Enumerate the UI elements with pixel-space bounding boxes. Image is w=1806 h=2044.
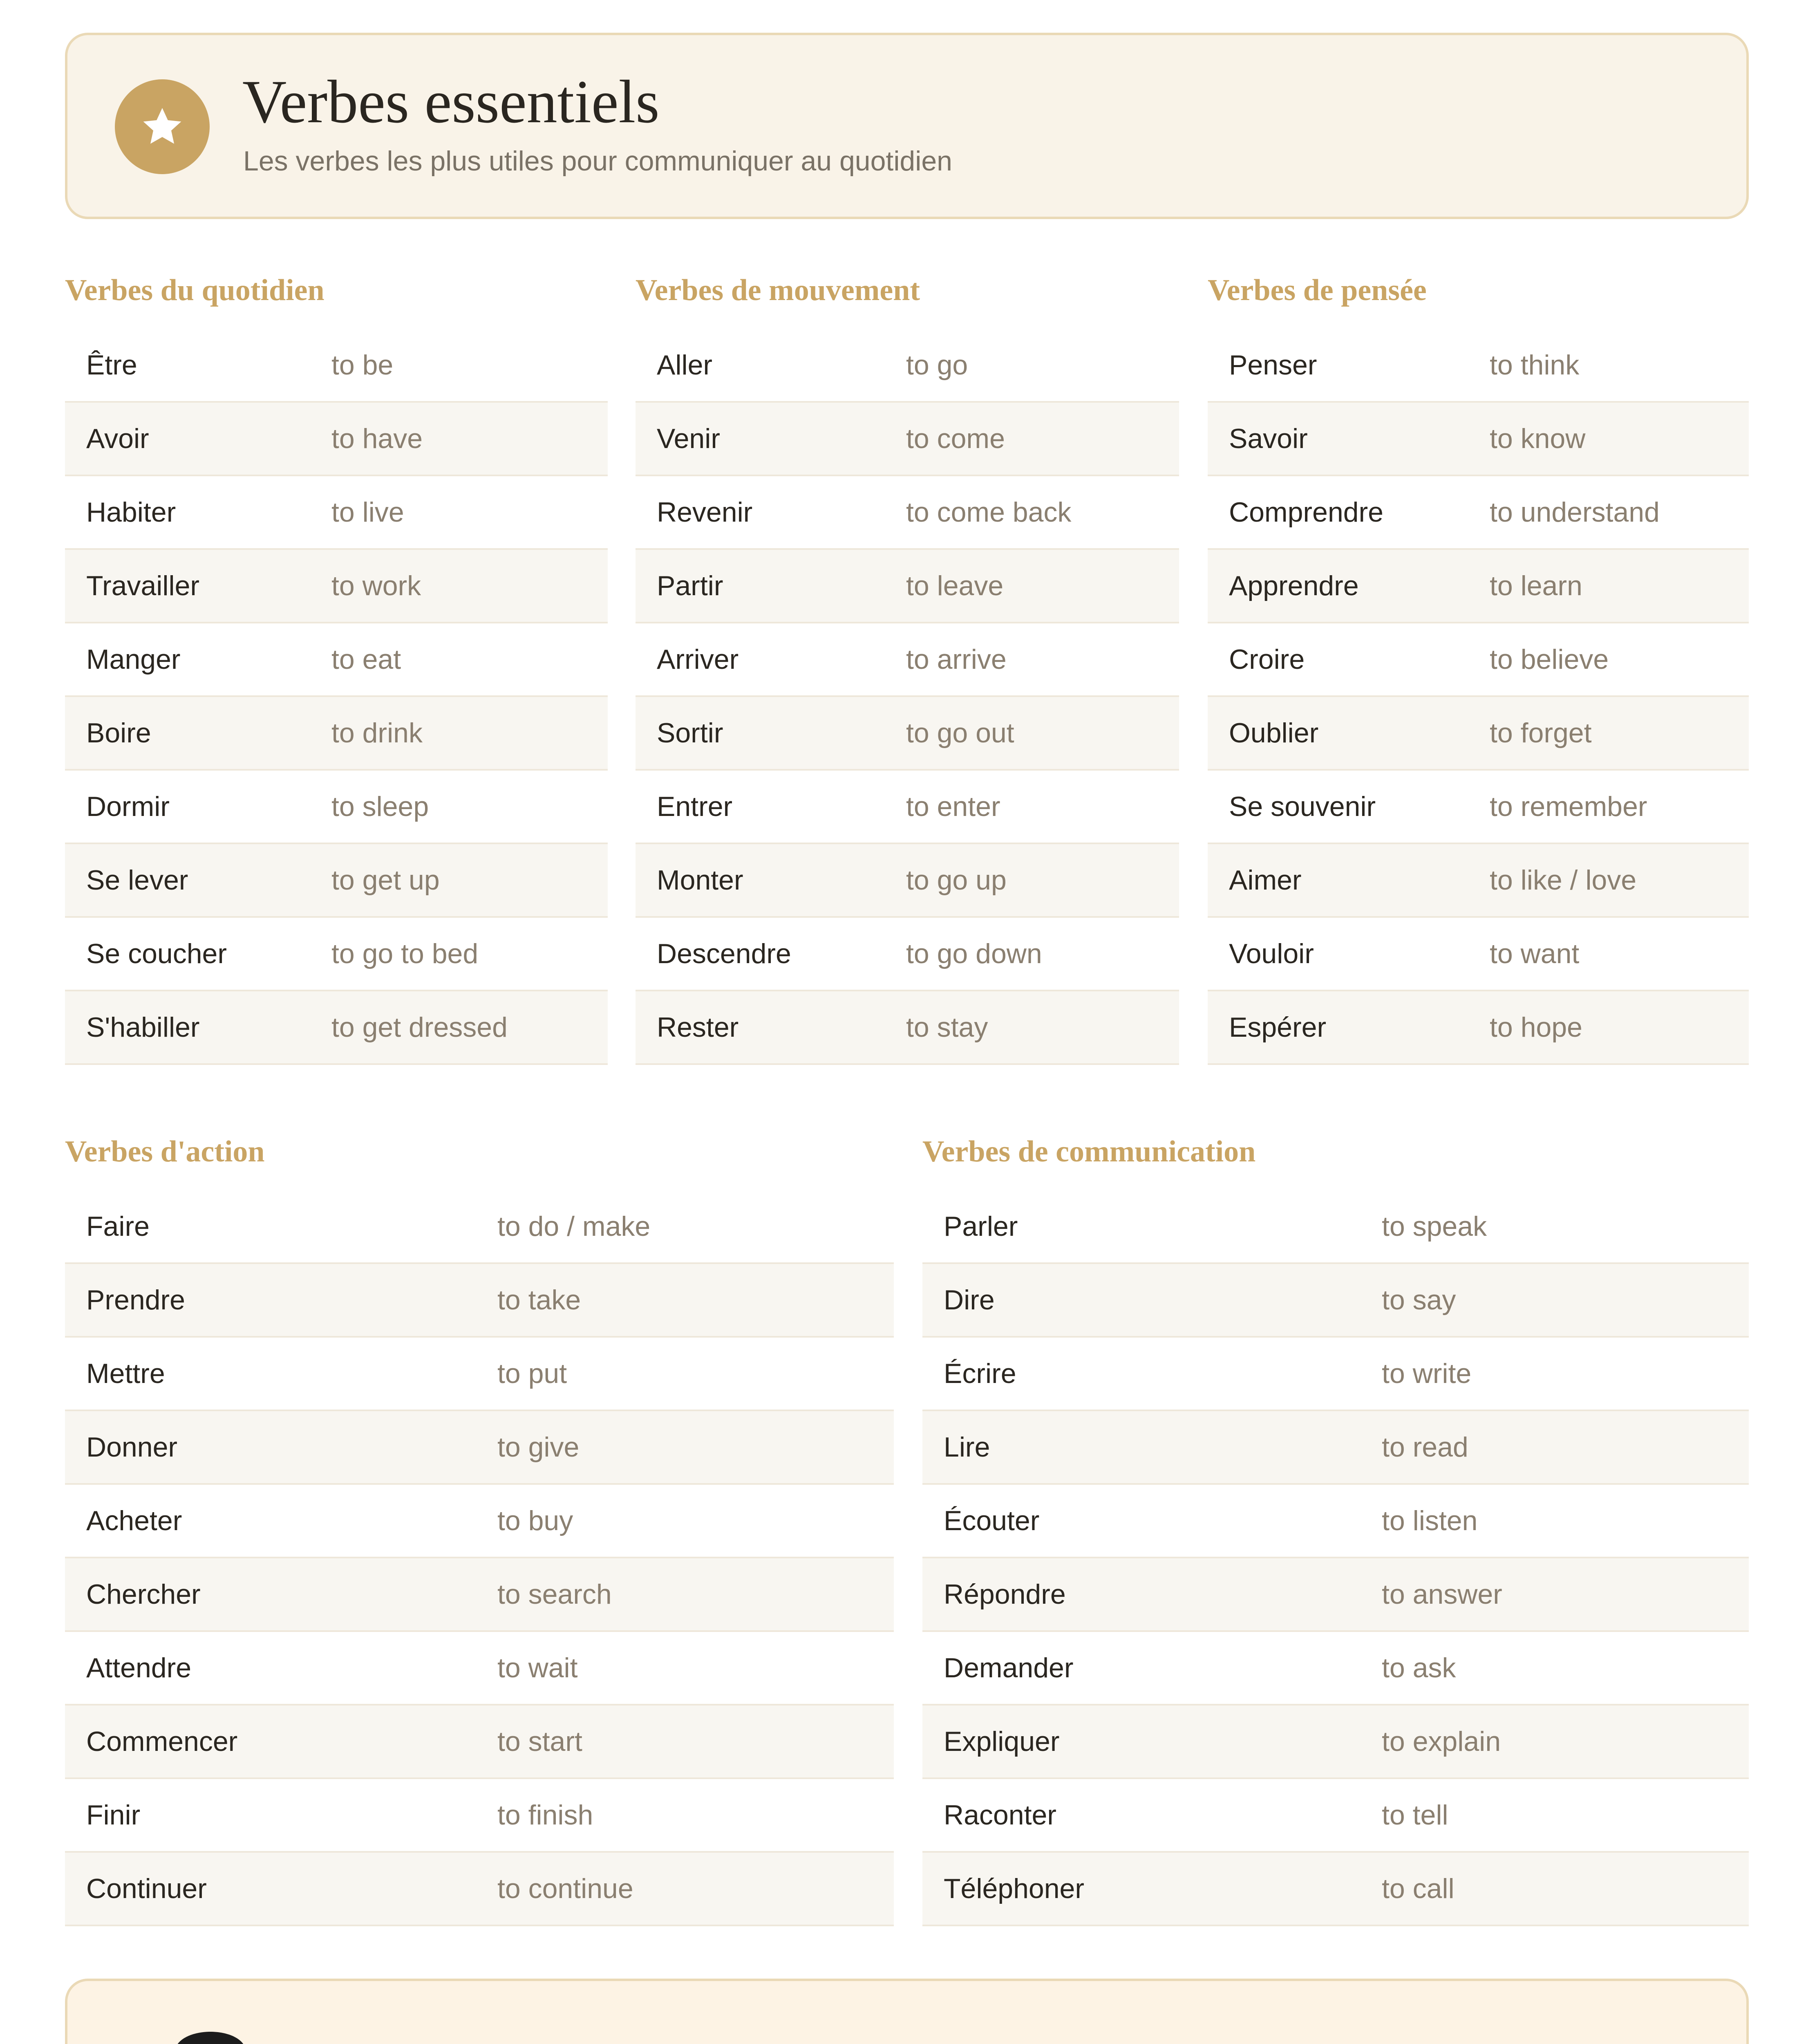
verb-english: to be [331,350,394,381]
verb-row [636,476,1179,550]
verb-english: to go [906,350,968,381]
verb-french: Rester [657,1012,739,1043]
verb-french: Arriver [657,644,739,675]
verb-row [65,844,608,918]
verb-french: Avoir [86,423,149,454]
header-card [65,33,1749,219]
verb-row [922,1338,1749,1411]
verb-english: to leave [906,570,1004,601]
verb-french: Se lever [86,865,188,896]
verb-french: Donner [86,1432,178,1463]
verb-english: to understand [1490,497,1660,528]
verb-english: to know [1490,423,1586,454]
verb-french: Habiter [86,497,176,528]
verb-english: to tell [1382,1800,1448,1831]
section-mouvement [636,272,1179,1043]
verb-row [65,1338,894,1411]
star-badge [115,79,210,174]
verb-row [65,623,608,697]
verb-english: to read [1382,1432,1468,1463]
verb-row [636,918,1179,991]
verb-english: to come back [906,497,1072,528]
verb-french: Parler [944,1211,1018,1242]
verb-french: Lire [944,1432,990,1463]
verb-french: Mettre [86,1358,165,1389]
verb-row [636,771,1179,844]
verb-french: Savoir [1229,423,1308,454]
verb-row [65,329,608,403]
verb-english: to come [906,423,1005,454]
verb-row [65,1190,894,1264]
verb-french: Prendre [86,1284,185,1316]
verb-row [65,1558,894,1632]
verb-english: to work [331,570,421,601]
verb-row [636,991,1179,1065]
verb-french: Dormir [86,791,170,822]
verb-row [1208,623,1749,697]
verb-english: to want [1490,938,1580,969]
verb-french: S'habiller [86,1012,200,1043]
verb-french: Vouloir [1229,938,1314,969]
verb-english: to stay [906,1012,988,1043]
verb-french: Aller [657,350,713,381]
verb-row [65,991,608,1065]
verb-french: Écrire [944,1358,1016,1389]
verb-row [65,1706,894,1779]
verb-english: to eat [331,644,401,675]
verb-english: to learn [1490,570,1582,601]
verb-english: to sleep [331,791,429,822]
camille-illustration [112,2022,309,2044]
verb-row [65,1264,894,1338]
section-title: Verbes de communication [922,1135,1256,1168]
verb-english: to believe [1490,644,1609,675]
section-title: Verbes de mouvement [636,273,920,307]
verb-row [65,550,608,623]
verb-french: Partir [657,570,723,601]
verb-row [922,1632,1749,1706]
verb-english: to do / make [497,1211,651,1242]
verb-french: Répondre [944,1579,1066,1610]
verb-english: to answer [1382,1579,1502,1610]
verb-row [1208,329,1749,403]
section-quotidien [65,272,608,1043]
verb-french: Entrer [657,791,733,822]
verb-french: Dire [944,1284,995,1316]
verb-english: to continue [497,1873,633,1904]
verb-english: to wait [497,1652,578,1683]
verb-english: to think [1490,350,1580,381]
verb-english: to take [497,1284,581,1316]
verb-french: Espérer [1229,1012,1327,1043]
verb-row [922,1558,1749,1632]
verb-french: Écouter [944,1505,1040,1536]
verb-french: Aimer [1229,865,1302,896]
tip-card [65,1979,1749,2044]
verb-french: Acheter [86,1505,182,1536]
verb-row [636,844,1179,918]
page-title: Verbes essentiels [242,68,660,136]
verb-row [65,1853,894,1926]
verb-row [1208,918,1749,991]
section-pensee [1208,272,1749,1043]
verb-row [65,697,608,771]
verb-french: Sortir [657,717,723,749]
verb-list [922,1190,1749,1926]
verb-row [1208,550,1749,623]
verb-row [1208,476,1749,550]
verb-french: Raconter [944,1800,1056,1831]
verb-row [1208,844,1749,918]
verb-french: Revenir [657,497,753,528]
verb-row [922,1264,1749,1338]
verb-row [1208,403,1749,476]
verb-english: to arrive [906,644,1007,675]
page-subtitle: Les verbes les plus utiles pour communiquer au quotidien [243,146,952,177]
verb-english: to forget [1490,717,1592,749]
verb-row [65,1632,894,1706]
verb-french: Commencer [86,1726,238,1757]
verb-row [65,918,608,991]
verb-english: to go out [906,717,1014,749]
verb-english: to hope [1490,1012,1582,1043]
verb-row [65,476,608,550]
verb-english: to explain [1382,1726,1501,1757]
verb-row [1208,991,1749,1065]
verb-french: Comprendre [1229,497,1383,528]
verb-row [636,329,1179,403]
verb-french: Croire [1229,644,1305,675]
verb-french: Attendre [86,1652,192,1683]
star-icon [139,103,186,150]
verb-english: to like / love [1490,865,1637,896]
verb-french: Descendre [657,938,791,969]
verb-english: to have [331,423,423,454]
verb-english: to go up [906,865,1007,896]
verb-row [65,1485,894,1558]
verb-english: to say [1382,1284,1456,1316]
verb-french: Téléphoner [944,1873,1085,1904]
verb-french: Monter [657,865,743,896]
verb-french: Expliquer [944,1726,1060,1757]
verb-english: to call [1382,1873,1455,1904]
verb-row [65,403,608,476]
verb-row [65,1779,894,1853]
section-title: Verbes du quotidien [65,273,324,307]
verb-french: Faire [86,1211,150,1242]
verb-list [65,1190,894,1926]
verb-row [65,1411,894,1485]
verb-row [1208,697,1749,771]
verb-list [636,329,1179,1065]
verb-english: to live [331,497,404,528]
verb-row [636,697,1179,771]
verb-row [1208,771,1749,844]
verb-row [636,623,1179,697]
verb-english: to put [497,1358,567,1389]
verb-english: to enter [906,791,1000,822]
verb-french: Continuer [86,1873,207,1904]
verb-english: to search [497,1579,612,1610]
section-communication [922,1133,1749,1904]
verb-english: to drink [331,717,423,749]
verb-row [65,771,608,844]
verb-french: Se coucher [86,938,227,969]
verb-list [65,329,608,1065]
verb-french: Oublier [1229,717,1319,749]
verb-english: to remember [1490,791,1647,822]
verb-english: to get dressed [331,1012,508,1043]
verb-row [922,1411,1749,1485]
verb-row [922,1853,1749,1926]
verb-row [922,1190,1749,1264]
verb-row [636,550,1179,623]
verb-row [922,1485,1749,1558]
section-action [65,1133,894,1904]
verb-english: to give [497,1432,580,1463]
verb-list [1208,329,1749,1065]
verb-english: to go to bed [331,938,479,969]
verb-french: Manger [86,644,181,675]
verb-english: to speak [1382,1211,1487,1242]
section-title: Verbes de pensée [1208,273,1427,307]
verb-english: to finish [497,1800,593,1831]
verb-row [922,1706,1749,1779]
verb-english: to go down [906,938,1042,969]
verb-french: Boire [86,717,151,749]
verb-french: Se souvenir [1229,791,1376,822]
verb-french: Finir [86,1800,141,1831]
section-title: Verbes d'action [65,1135,265,1168]
verb-english: to get up [331,865,440,896]
verb-row [922,1779,1749,1853]
verb-french: Demander [944,1652,1074,1683]
verb-french: Travailler [86,570,200,601]
verb-english: to buy [497,1505,573,1536]
verb-french: Apprendre [1229,570,1359,601]
verb-french: Chercher [86,1579,201,1610]
verb-french: Penser [1229,350,1317,381]
verb-french: Venir [657,423,720,454]
verb-row [636,403,1179,476]
verb-english: to listen [1382,1505,1478,1536]
verb-english: to start [497,1726,582,1757]
verb-french: Être [86,350,137,381]
verb-english: to ask [1382,1652,1456,1683]
verb-english: to write [1382,1358,1472,1389]
